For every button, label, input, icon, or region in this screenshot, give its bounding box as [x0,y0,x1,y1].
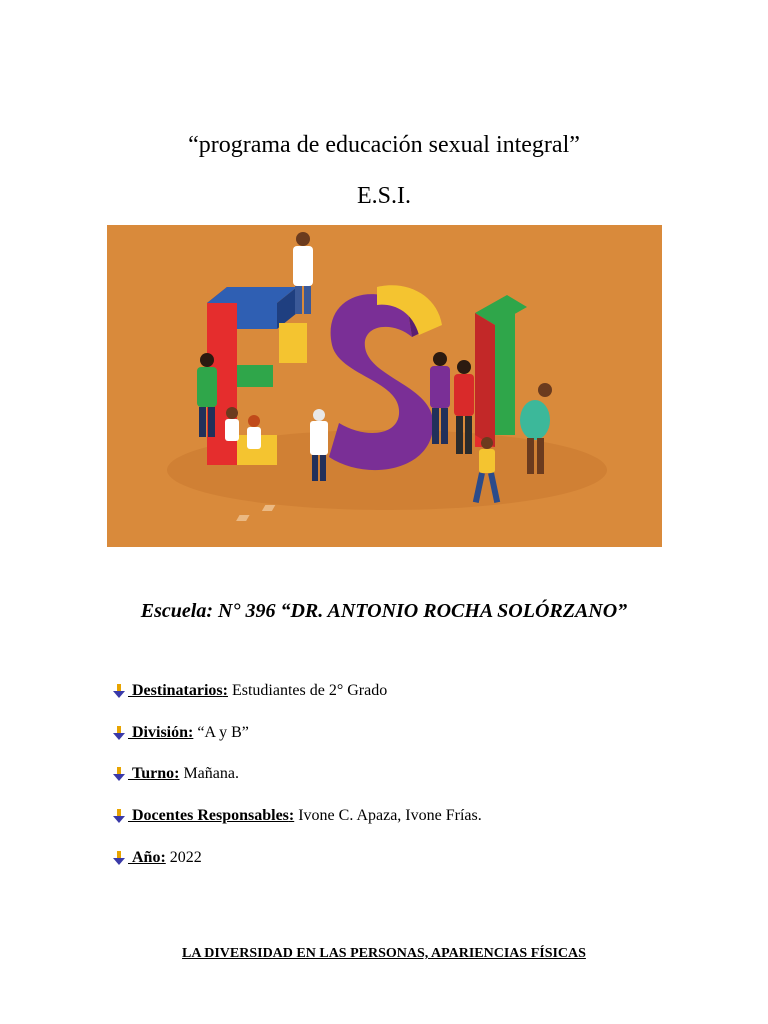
esi-illustration [107,225,662,547]
info-value-docentes: Ivone C. Apaza, Ivone Frías. [298,807,482,824]
info-division [112,722,249,744]
info-anio [112,847,202,869]
arrow-down-bullet-icon [112,725,126,741]
esi-illustration-svg [107,225,662,547]
info-destinatarios [112,680,387,702]
info-value-anio: 2022 [169,849,202,866]
info-docentes [112,805,482,827]
info-key-destinatarios: Destinatarios [132,682,223,699]
info-key-division: División [132,724,189,741]
info-key-anio: Año [132,849,161,866]
info-label: División: [132,724,194,741]
arrow-down-bullet-icon [112,683,126,699]
info-value-turno: Mañana. [183,765,239,782]
document-subtitle: E.S.I. [357,183,411,209]
info-label: Destinatarios: [132,682,228,699]
info-value-destinatarios: Estudiantes de 2° Grado [231,682,388,699]
info-value-division: “A y B” [197,724,249,741]
letter-s-shape [329,285,442,470]
letter-i-shape [475,295,527,447]
info-key-docentes: Docentes Responsables [132,807,289,824]
section-heading: LA DIVERSIDAD EN LAS PERSONAS, APARIENCIAS FÍSICAS [182,946,586,961]
arrow-down-bullet-icon [112,766,126,782]
document-title: “programa de educación sexual integral” [188,132,580,158]
info-label: Turno: [132,765,180,782]
arrow-down-bullet-icon [112,808,126,824]
arrow-down-bullet-icon [112,850,126,866]
info-turno [112,763,239,785]
info-label: Año: [132,849,166,866]
info-label: Docentes Responsables: [132,807,295,824]
school-name: Escuela: N° 396 “DR. ANTONIO ROCHA SOLÓRZANO” [140,600,628,622]
info-key-turno: Turno [132,765,175,782]
